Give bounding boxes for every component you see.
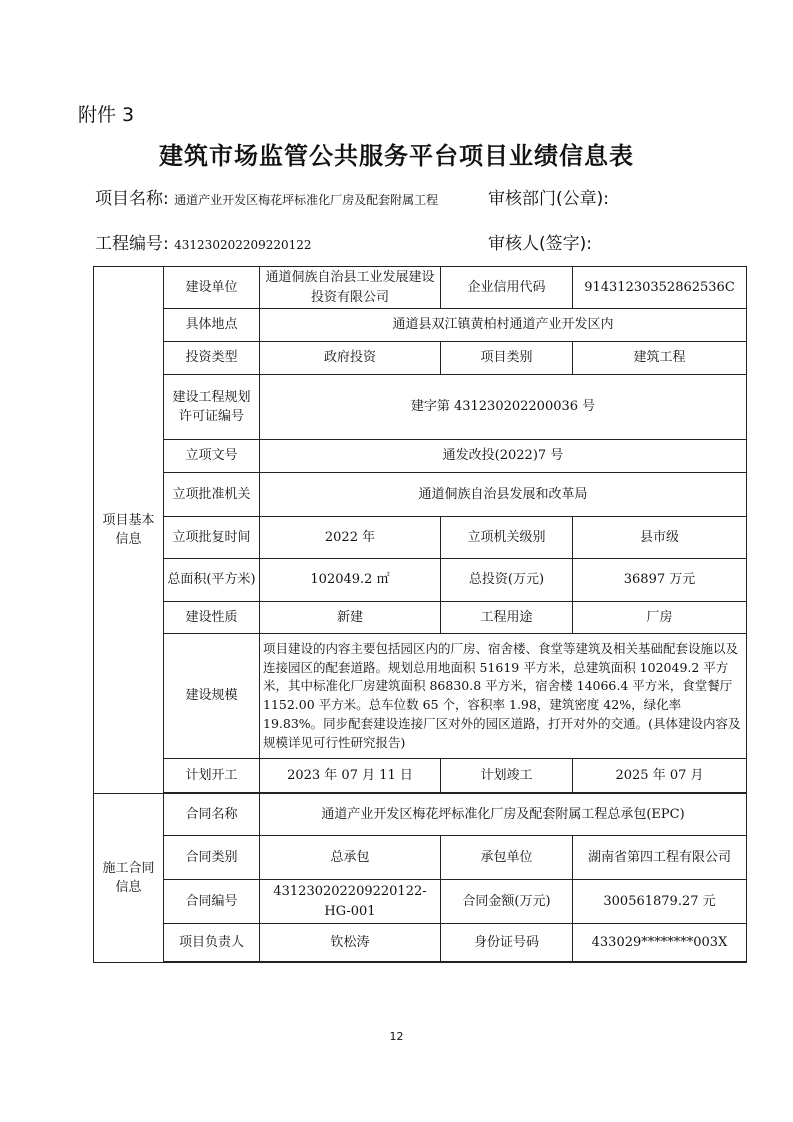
approval-doc-value: 通发改投(2022)7 号	[260, 440, 747, 473]
scale-value: 项目建设的内容主要包括园区内的厂房、宿舍楼、食堂等建筑及相关基础配套设施以及连接园区的配套道路。规划总用地面积 51619 平方米，总建筑面积 102049.2 平方米，其中标准化厂房建筑面积 86830.8 平方米，宿舍楼 14066.4 平方米，食堂餐厅 1152.00 平方米。总车位数 65 个，容积率 1.98，建筑密度 42%，绿化率 19.83%。同步配套建设连接厂区对外的园区道路，打开对外的交通。(具体建设内容及规模详见可行性研究报告)	[260, 634, 747, 759]
table-row	[94, 602, 747, 634]
usage-label: 工程用途	[441, 602, 573, 634]
project-code-row	[95, 229, 312, 254]
table-row	[94, 267, 747, 309]
table-row	[94, 880, 747, 924]
project-name-value: 通道产业开发区梅花坪标准化厂房及配套附属工程	[174, 193, 439, 207]
total-invest-label: 总投资(万元)	[441, 559, 573, 602]
plan-start-value: 2023 年 07 月 11 日	[260, 759, 441, 793]
project-code-label: 工程编号:	[95, 234, 169, 254]
total-invest-value: 36897 万元	[573, 559, 747, 602]
table-row	[94, 794, 747, 836]
contract-type-value: 总承包	[260, 836, 441, 880]
project-code-value: 431230202209220122	[174, 238, 312, 252]
contract-name-label: 合同名称	[164, 794, 260, 836]
table-row	[94, 962, 747, 963]
table-row	[94, 375, 747, 440]
contract-type-label: 合同类别	[164, 836, 260, 880]
plan-end-value: 2025 年 07 月	[573, 759, 747, 793]
plan-end-label: 计划竣工	[441, 759, 573, 793]
invest-type-value: 政府投资	[260, 342, 441, 375]
credit-label: 企业信用代码	[441, 267, 573, 309]
approval-org-label: 立项批准机关	[164, 473, 260, 517]
contractor-value: 湖南省第四工程有限公司	[573, 836, 747, 880]
page-title: 建筑市场监管公共服务平台项目业绩信息表	[159, 142, 634, 170]
nature-label: 建设性质	[164, 602, 260, 634]
nature-value: 新建	[260, 602, 441, 634]
contract-section-label: 施工合同信息	[94, 794, 164, 963]
project-name-label: 项目名称:	[95, 189, 169, 209]
approval-time-value: 2022 年	[260, 517, 441, 559]
basic-section-label: 项目基本信息	[94, 267, 164, 794]
manager-label: 项目负责人	[164, 924, 260, 962]
contract-code-value: 431230202209220122-HG-001	[260, 880, 441, 924]
page-number: 12	[389, 1030, 404, 1043]
contract-code-label: 合同编号	[164, 880, 260, 924]
invest-type-label: 投资类型	[164, 342, 260, 375]
credit-value: 91431230352862536C	[573, 267, 747, 309]
contract-amount-label: 合同金额(万元)	[441, 880, 573, 924]
table-row	[94, 924, 747, 962]
table-row	[94, 559, 747, 602]
project-name-row	[95, 184, 438, 209]
approval-time-label: 立项批复时间	[164, 517, 260, 559]
table-row	[94, 836, 747, 880]
id-value: 433029********003X	[573, 924, 747, 962]
area-value: 102049.2 ㎡	[260, 559, 441, 602]
location-value: 通道县双江镇黄柏村通道产业开发区内	[260, 309, 747, 342]
scale-label: 建设规模	[164, 634, 260, 759]
table-row	[94, 309, 747, 342]
permit-label: 建设工程规划许可证编号	[164, 375, 260, 440]
builder-value: 通道侗族自治县工业发展建设投资有限公司	[260, 267, 441, 309]
table-row	[94, 342, 747, 375]
table-row	[94, 517, 747, 559]
table-row	[94, 440, 747, 473]
contractor-label: 承包单位	[441, 836, 573, 880]
id-label: 身份证号码	[441, 924, 573, 962]
area-label: 总面积(平方米)	[164, 559, 260, 602]
approval-org-value: 通道侗族自治县发展和改革局	[260, 473, 747, 517]
contract-name-value: 通道产业开发区梅花坪标准化厂房及配套附属工程总承包(EPC)	[260, 794, 747, 836]
manager-value: 钦松涛	[260, 924, 441, 962]
permit-value: 建字第 431230202200036 号	[260, 375, 747, 440]
builder-label: 建设单位	[164, 267, 260, 309]
contract-amount-value: 300561879.27 元	[573, 880, 747, 924]
org-level-label: 立项机关级别	[441, 517, 573, 559]
location-label: 具体地点	[164, 309, 260, 342]
project-type-value: 建筑工程	[573, 342, 747, 375]
plan-start-label: 计划开工	[164, 759, 260, 793]
approval-doc-label: 立项文号	[164, 440, 260, 473]
table-row	[94, 759, 747, 793]
table-row	[94, 473, 747, 517]
spacer-cell	[164, 962, 747, 963]
info-table	[93, 266, 747, 963]
usage-value: 厂房	[573, 602, 747, 634]
audit-dept-label: 审核部门(公章):	[488, 189, 609, 209]
auditor-label: 审核人(签字):	[488, 234, 592, 254]
project-type-label: 项目类别	[441, 342, 573, 375]
table-row	[94, 634, 747, 759]
attachment-label: 附件 3	[78, 104, 135, 126]
org-level-value: 县市级	[573, 517, 747, 559]
